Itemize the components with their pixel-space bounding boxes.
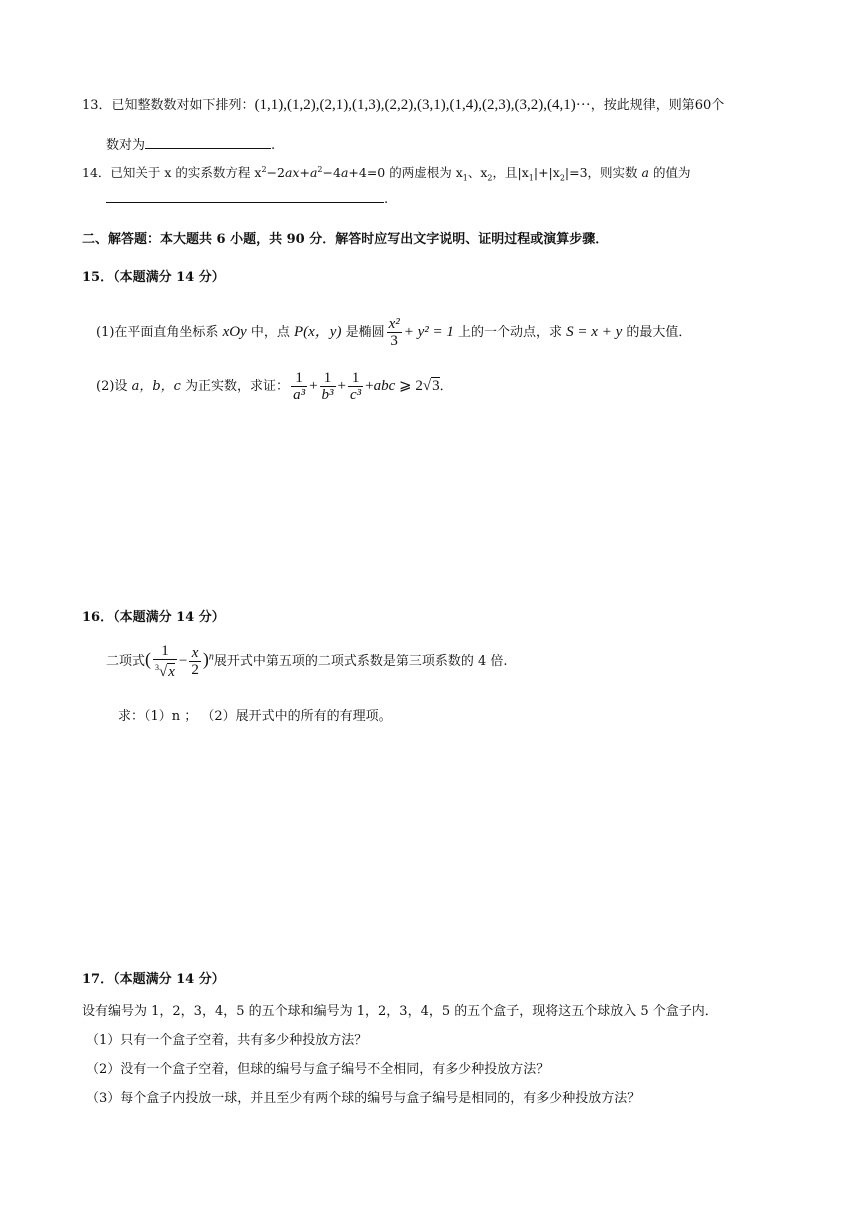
q15-sqrt-symbol: √ — [422, 378, 432, 394]
q15-p2-vars: a，b，c — [131, 379, 181, 394]
question-13-label: 13． — [82, 98, 112, 113]
question-14 — [82, 163, 690, 183]
q14-text-k: |=3，则实数 — [564, 165, 642, 180]
q15-xoy: xOy — [222, 324, 247, 340]
q14-text-l: a — [641, 165, 649, 180]
q16-text-b: 展开式中第五项的二项式系数是第三项系数的 4 倍. — [213, 654, 508, 669]
q15-p1-text-c: 是椭圆 — [341, 325, 385, 340]
q15-p1-text-a: (1)在平面直角坐标系 — [96, 325, 223, 340]
question-13-end: . — [271, 138, 276, 153]
q16-frac-2-den: 2 — [191, 662, 199, 678]
q15-p2-end: ． — [439, 379, 453, 394]
question-13-prefix: 已知整数数对如下排列： — [111, 98, 255, 113]
q16-right-paren: ) — [202, 649, 209, 669]
q14-text-a: 已知关于 x 的实系数方程 x — [110, 165, 262, 180]
question-13-after: ，按此规律，则第60个 — [590, 98, 725, 113]
answer-blank-14 — [106, 202, 384, 203]
q15-frac-a — [291, 370, 307, 403]
q15-p1-text-f: 的最大值． — [622, 325, 692, 340]
q16-text-a: 二项式 — [106, 654, 146, 669]
q15-sqrt-radicand: 3 — [432, 378, 440, 394]
q14-text-f: a — [340, 165, 349, 180]
question-16-part-2: 求：（1）n ； （2）展开式中的所有的有理项。 — [118, 709, 392, 724]
answer-blank-13 — [145, 148, 271, 149]
q15-point-p: P(x，y) — [293, 324, 342, 340]
question-13 — [82, 94, 724, 114]
q16-frac-1-num: 1 — [153, 643, 177, 660]
question-17-item: （2）没有一个盒子空着，但球的编号与盒子编号不全相同，有多少种投放方法？ — [86, 1062, 550, 1077]
question-17-item: （1）只有一个盒子空着，共有多少种投放方法？ — [86, 1033, 368, 1048]
q14-sup-a: 2 — [261, 164, 267, 174]
q15-fraction-den: 3 — [390, 333, 398, 349]
q14-sub-c: 1 — [528, 173, 534, 183]
q14-text-g: +4=0 的两虚根为 x — [348, 165, 463, 180]
question-14-label: 14． — [82, 165, 111, 180]
question-13-line2-text: 数对为 — [106, 138, 146, 153]
q15-frac-b-den: b³ — [321, 387, 334, 403]
question-14-line2 — [106, 192, 388, 207]
q16-frac-1-den: $^3$√x — [155, 663, 175, 680]
q15-plus-3: + — [365, 378, 374, 394]
q15-ellipse-rest: + y² = 1 — [403, 324, 454, 340]
question-13-sequence: (1,1),(1,2),(2,1),(1,3),(2,2),(3,1),(1,4),(2,3),(3,2),(4,1)··· — [254, 97, 591, 113]
q15-ellipse-fraction — [387, 316, 402, 349]
q14-sub-a: 1 — [462, 173, 468, 183]
q14-sup-b: 2 — [317, 164, 323, 174]
q15-plus-2: + — [337, 378, 346, 394]
question-17-title: 17．（本题满分 14 分） — [82, 972, 225, 987]
q15-frac-a-num: 1 — [291, 370, 307, 387]
q16-left-paren: ( — [145, 649, 152, 669]
q16-exponent-n: n — [208, 651, 214, 663]
q15-p2-text-b: 为正实数，求证： — [180, 379, 290, 394]
q15-geq: ⩾ 2 — [395, 378, 423, 394]
question-15-part-2 — [96, 370, 453, 403]
q14-text-b: −2 — [266, 165, 285, 180]
q15-frac-c-den: c³ — [350, 387, 362, 403]
question-16-title: 16．（本题满分 14 分） — [82, 610, 225, 625]
q16-frac-2 — [189, 645, 201, 678]
question-15-title: 15．（本题满分 14 分） — [82, 270, 225, 285]
question-15-part-1 — [96, 316, 691, 349]
q15-plus-1: + — [309, 378, 318, 394]
q15-abc: abc — [373, 378, 396, 394]
q14-text-h: 、x — [467, 165, 488, 180]
section-2-heading: 二、解答题：本大题共 6 小题，共 90 分．解答时应写出文字说明、证明过程或演算步骤． — [82, 232, 609, 247]
question-13-line2 — [106, 134, 275, 153]
q15-p1-text-b: 中，点 — [246, 325, 294, 340]
q16-minus: − — [178, 653, 188, 669]
q15-frac-b-num: 1 — [320, 370, 336, 387]
q15-s-expression: S = x + y — [566, 324, 623, 340]
q14-text-e: −4 — [322, 165, 341, 180]
q14-text-c: ax+ — [284, 165, 310, 180]
q14-text-i: ，且|x — [492, 165, 529, 180]
q14-text-j: |+|x — [533, 165, 560, 180]
q15-p1-text-e: 上的一个动点，求 — [453, 325, 567, 340]
q14-text-d: a — [309, 165, 318, 180]
question-17-intro: 设有编号为 1，2，3，4，5 的五个球和编号为 1，2，3，4，5 的五个盒子，现将这五个球放入 5 个盒子内． — [82, 1004, 718, 1019]
question-17-item: （3）每个盒子内投放一球，并且至少有两个球的编号与盒子编号是相同的，有多少种投放方法？ — [86, 1091, 641, 1106]
q16-root-index: 3 — [155, 663, 160, 672]
question-16-part-1 — [106, 643, 508, 680]
q16-frac-1 — [153, 643, 177, 680]
question-14-end: . — [384, 192, 389, 207]
q15-p2-text-a: (2)设 — [96, 379, 132, 394]
q16-root-x: x — [168, 664, 175, 680]
q15-frac-c — [348, 370, 363, 403]
q14-sub-d: 2 — [559, 173, 565, 183]
q15-frac-c-num: 1 — [348, 370, 363, 387]
q14-text-m: 的值为 — [648, 165, 691, 180]
q14-sub-b: 2 — [487, 173, 493, 183]
q15-fraction-num: x² — [388, 316, 400, 332]
q15-frac-a-den: a³ — [293, 387, 306, 403]
q16-frac-2-num: x — [189, 645, 201, 662]
q15-frac-b — [320, 370, 336, 403]
